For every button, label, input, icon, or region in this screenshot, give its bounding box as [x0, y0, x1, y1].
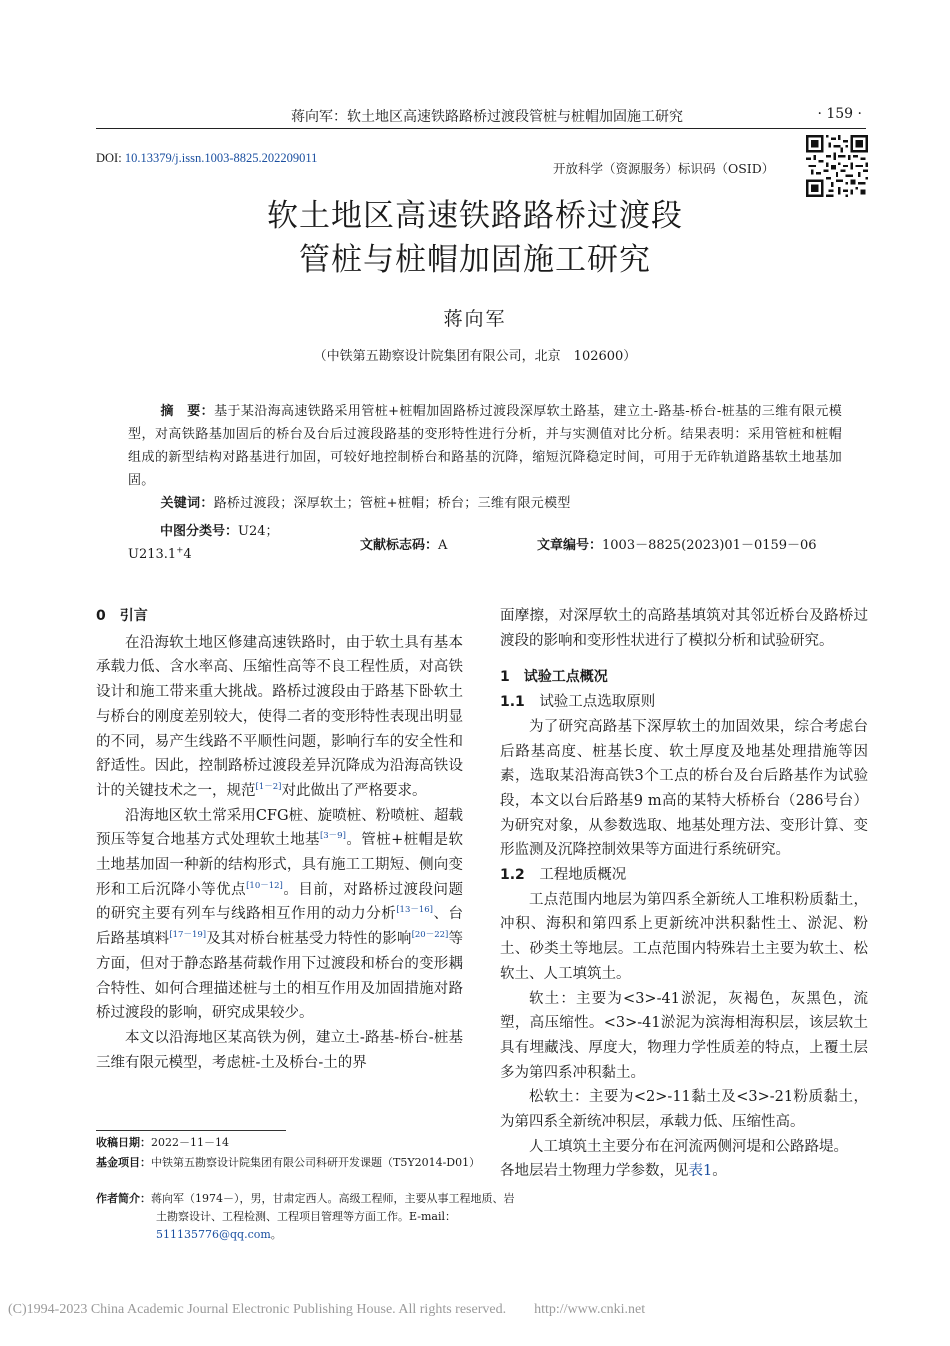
- abstract-block: [128, 400, 842, 515]
- table-ref-text: 各地层岩土物理力学参数，见: [500, 1163, 689, 1180]
- section-0-heading: 0 引言: [96, 608, 148, 624]
- citation-1-2[interactable]: [1－2]: [255, 782, 282, 793]
- osid-label: 开放科学（资源服务）标识码（OSID）: [553, 161, 775, 176]
- section-1-1-title: 试验工点选取原则: [539, 694, 656, 711]
- footnote-fund: [96, 1154, 516, 1172]
- section-1-2-title: 工程地质概况: [539, 867, 627, 884]
- doi-link[interactable]: 10.13379/j.issn.1003-8825.202209011: [124, 151, 318, 165]
- bio-end: 。: [270, 1228, 282, 1241]
- doc-code-value: A: [438, 538, 448, 553]
- author-email-link[interactable]: 511135776@qq.com: [156, 1228, 271, 1241]
- table-1-link[interactable]: 表1: [688, 1163, 713, 1180]
- geology-paragraph-loose-soil: 松软土：主要为<2>-11黏土及<3>-21粉质黏土，为第四系全新统冲积层，承载力低、压缩性高。: [500, 1089, 868, 1131]
- clc-row: [160, 521, 279, 543]
- article-title-line-1: 软土地区高速铁路路桥过渡段: [267, 198, 683, 234]
- citation-20-22[interactable]: [20－22]: [411, 930, 449, 941]
- citation-17-19[interactable]: [17－19]: [169, 930, 207, 941]
- geology-paragraph-table-ref: [500, 1159, 868, 1184]
- clc-part1: U24；: [238, 524, 279, 539]
- copyright-line: (C)1994-2023 China Academic Journal Electronic Publishing House. All rights reserved. http://www.cnki.net: [8, 1302, 646, 1317]
- table-ref-end: 。: [712, 1163, 727, 1180]
- intro-p1-text: 在沿海软土地区修建高速铁路时，由于软土具有基本承载力低、含水率高、压缩性高等不良工程性质，对高铁设计和施工带来重大挑战。路桥过渡段由于路基下卧软土与桥台的刚度差别较大，使得二者的变形特性表现出明显的不同，易产生线路不平顺性问题，影响行车的安全性和舒适性。因此，控制路桥过渡段差异沉降成为沿海高铁设计的关键技术之一，规范: [96, 634, 463, 799]
- article-no-label: 文章编号：: [537, 538, 603, 553]
- intro-p2-text-f: 等方面，但对于静态路基荷载作用下过渡段和桥台的变形耦合特性、如何合理描述桩与土的相互作用及加固措施对路桥过渡段的影响，研究成果较少。: [96, 931, 464, 1022]
- section-1-2-number: 1.2: [500, 867, 525, 884]
- received-date: 2022－11－14: [151, 1136, 229, 1149]
- right-column: [500, 604, 868, 1184]
- clc-part2: U213.1: [128, 547, 177, 562]
- section-1-2-heading: [500, 863, 868, 888]
- intro-p2-text-a: 沿海地区软土常采用CFG桩、旋喷桩、粉喷桩、超载预压等复合地基方式处理软土地基: [96, 807, 463, 849]
- doc-code-label: 文献标志码：: [360, 538, 439, 553]
- bio-label: 作者简介：: [96, 1192, 151, 1205]
- article-no-value: 1003－8825(2023)01－0159－06: [602, 538, 817, 553]
- running-title: 蒋向军：软土地区高速铁路路桥过渡段管桩与桩帽加固施工研究: [291, 109, 683, 125]
- intro-p2-text-d: 、台后路基填料: [96, 906, 464, 948]
- keywords-label: 关键词：: [160, 496, 214, 511]
- citation-3-9[interactable]: [3－9]: [319, 831, 346, 842]
- header-rule: [96, 128, 866, 129]
- clc-label: 中图分类号：: [160, 524, 239, 539]
- citation-10-12[interactable]: [10－12]: [246, 880, 283, 891]
- intro-paragraph-2: [96, 804, 463, 1026]
- section-1-1-heading: [500, 690, 868, 715]
- intro-p2-text-b: 。管桩+桩帽是软土地基加固一种新的结构形式，具有施工工期短、侧向变形和工后沉降小等优点: [96, 832, 463, 898]
- geology-paragraph-fill: 人工填筑土主要分布在河流两侧河堤和公路路堤。: [529, 1138, 848, 1155]
- section-1-heading: 1 试验工点概况: [500, 669, 608, 686]
- intro-paragraph-3: 本文以沿海地区某高铁为例，建立土-路基-桥台-桩基三维有限元模型，考虑桩-土及桥台-土的界: [96, 1029, 463, 1071]
- abstract-paragraph: [128, 400, 842, 492]
- running-header: [96, 106, 870, 130]
- clc-part3: 4: [183, 547, 192, 562]
- qr-code-icon[interactable]: [806, 135, 868, 197]
- affiliation: （中铁第五勘察设计院集团有限公司，北京 102600）: [313, 349, 637, 364]
- section-1-1-paragraph: 为了研究高路基下深厚软土的加固效果，综合考虑台后路基高度、桩基长度、软土厚度及地基处理措施等因素，选取某沿海高铁3个工点的桥台及台后路基作为试验段，本文以台后路基9 m高的某特大桥桥台（286号台）为研究对象，从参数选取、地基处理方法、变形计算、变形监测及沉降控制效果等方面进行系统研究。: [500, 718, 868, 859]
- fund-value: 中铁第五勘察设计院集团有限公司科研开发课题（T5Y2014-D01）: [151, 1156, 481, 1169]
- intro-p1-text-end: 对此做出了严格要求。: [281, 782, 427, 799]
- footnote-rule: [96, 1130, 286, 1131]
- abstract-text: 基于某沿海高速铁路采用管桩+桩帽加固路桥过渡段深厚软土路基，建立土-路基-桥台-桩基的三维有限元模型，对高铁路基加固后的桥台及台后过渡段路基的变形特性进行分析，并与实测值对比分析。结果表明：采用管桩和桩帽组成的新型结构对路基进行加固，可较好地控制桥台和路基的沉降，缩短沉降稳定时间，可用于无砟轨道路基软土地基加固。: [128, 404, 843, 488]
- right-paragraph-0: 面摩擦，对深厚软土的高路基填筑对其邻近桥台及路桥过渡段的影响和变形性状进行了模拟分析和试验研究。: [500, 608, 868, 649]
- abstract-label: 摘 要：: [160, 404, 215, 419]
- article-title-line-2: 管桩与桩帽加固施工研究: [299, 242, 651, 278]
- bio-value: 蒋向军（1974－），男，甘肃定西人。高级工程师，主要从事工程地质、岩土勘察设计、工程检测、工程项目管理等方面工作。E-mail：: [151, 1192, 515, 1223]
- article-number: [537, 535, 817, 557]
- citation-13-16[interactable]: [13－16]: [396, 905, 433, 916]
- footnote-received: [96, 1134, 456, 1152]
- section-1-1-number: 1.1: [500, 694, 525, 711]
- geology-paragraph-soft-soil: 软土：主要为<3>-41淤泥，灰褐色，灰黑色，流塑，高压缩性。<3>-41淤泥为滨海相海积层，该层软土具有埋藏浅、厚度大，物理力学性质差的特点，上覆土层多为第四系冲积黏土。: [500, 990, 868, 1081]
- keywords-text: 路桥过渡段；深厚软土；管桩+桩帽；桥台；三维有限元模型: [213, 496, 571, 511]
- author-name: 蒋向军: [443, 308, 507, 330]
- document-code: [360, 535, 447, 557]
- intro-paragraph-1: [96, 631, 463, 804]
- fund-label: 基金项目：: [96, 1156, 151, 1169]
- clc-row-continued: [128, 544, 192, 566]
- footnote-author-bio: [96, 1190, 516, 1244]
- clc-sup: +: [176, 545, 184, 556]
- doi-line: [96, 151, 317, 166]
- geology-paragraph-1: 工点范围内地层为第四系全新统人工堆积粉质黏土，冲积、海积和第四系上更新统冲洪积黏性土、淤泥、粉土、砂类土等地层。工点范围内特殊岩土主要为软土、松软土、人工填筑土。: [500, 891, 868, 982]
- keywords-paragraph: [128, 492, 842, 515]
- intro-p2-text-c: 。目前，对路桥过渡段问题的研究主要有列车与线路相互作用的动力分析: [96, 881, 464, 923]
- doi-label: DOI:: [96, 151, 122, 165]
- intro-p2-text-e: 及其对桥台桩基受力特性的影响: [206, 931, 412, 948]
- left-column: [96, 604, 463, 1075]
- received-label: 收稿日期：: [96, 1136, 151, 1149]
- page-number: · 159 ·: [817, 106, 862, 122]
